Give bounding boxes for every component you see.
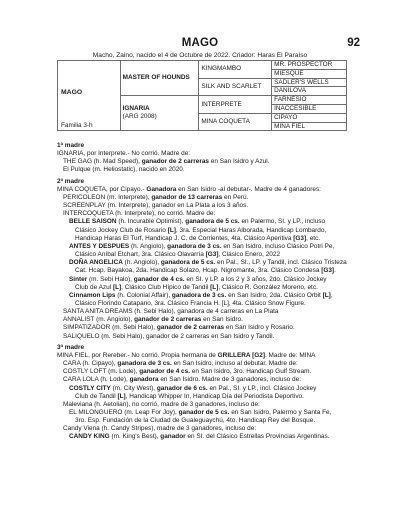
text-line: SALIQUELO (m. Sebi Halo), ganador de 2 carreras en San Isidro y Tandil. [63, 332, 275, 340]
text-line: Cat. Hcap. Bayakoa, 2da. Handicap Solazo, Hcap. Nigromante, 3ra. Clásico Condesa [G3]. [75, 267, 336, 275]
text-line: MINA FIEL, por Rereber.- No corrió. Propia hermana de GRILLERA [G2]. Madre de: MINA [57, 351, 316, 359]
section-heading-dam3: 3ª madre [57, 343, 85, 351]
text-line: ANNALIST (m. Angiolo), ganador de 2 carreras en San Isidro. [63, 316, 243, 324]
pedigree-sire-dam-sire: SADLER'S WELLS [272, 78, 347, 87]
section-heading-dam2: 2ª madre [57, 177, 85, 185]
section-heading-dam1: 1ª madre [57, 142, 85, 149]
text-line: Club de Azul [L], Clásico Club Hípico de Tandil [L], Clásico R. González Moreno, etc. [75, 283, 318, 291]
text-line: INTERCOQUETA (h. Interprete), no corrió. Madre de: [63, 210, 216, 218]
pedigree-dam: IGNARIA [122, 105, 150, 113]
family-record [57, 142, 357, 442]
text-line: Clásico Aníbal Etchart, 3ra. Clásico Olavarría [G3], Clásico Enero, 2022 [75, 251, 281, 259]
text-line: THE GAG (h. Mad Speed), ganador de 2 carreras en San Isidro y Azul. [63, 158, 270, 166]
horse-description: Macho, Zaino, nacido el 4 de Octubre de 2022. Criador: Haras El Paraíso [92, 52, 308, 59]
pedigree-dam-dam: MINA COQUETA [199, 113, 272, 131]
pedigree-sire: MASTER OF HOUNDS [120, 61, 199, 96]
pedigree-dam-cell [120, 96, 199, 131]
text-line: Maleviana (h. Aetolian), no corrió, madre de 3 ganadores, incluso de: [63, 400, 260, 408]
text-line: CARA LOLA (h. Lode), ganadora en San Isidro. Madre de 3 ganadores, incluso de: [63, 376, 301, 384]
text-line: EL MILONGUERO (m. Leap For Joy), ganador de 5 cs. en San Isidro, Palermo y Santa Fe, [69, 409, 332, 416]
text-line: SIMPATIZADOR (m. Sebi Halo), ganador de 2 carreras en San Isidro y Rosario. [63, 324, 295, 332]
text-line: DOÑA ANGELICA (h. Angiolo), ganadora de 5 cs. en Pal., SI., LP. y Tandil, incl. Clásico Tristeza [69, 259, 347, 267]
text-line: SCREENPLAY (m. Interprete), ganador en La Plata a los 3 años. [63, 202, 249, 210]
text-line: Sinter (m. Sebi Halo), ganador de 4 cs. en SI. y LP. a los 2 y 3 años, 2do. Clásico Jockey [69, 275, 327, 283]
text-line: Clásico Jockey Club de Rosario [L], 3ra. Especial Haras Alborada, Handicap Lombardo, [75, 226, 327, 234]
text-line: Cinnamon Lips (h. Colonial Affair), ganadora de 3 cs. en San Isidro, 2da. Clásico Orbit [L], [69, 291, 333, 299]
text-line: 3ro. Esp. Fundación de la Ciudad de Gualeguaychú, 4to. Handicap Rey del Bosque. [75, 417, 316, 425]
pedigree-sire-dam-dam: DANILOVA [272, 87, 347, 96]
pedigree-sire-dam: SILK AND SCARLET [199, 78, 272, 96]
text-line: Clásico Florindo Catapano, 3ra. Clásico Francia H. [L], 4ta. Clásico Snow Figure. [75, 299, 306, 307]
text-line: IGNARIA, por Interprete.- No corrió. Madre de: [57, 150, 191, 158]
text-line: CARA (h. Cipayo), ganadora de 3 cs. en San Isidro, incluso al debutar. Madre de: [63, 360, 298, 368]
pedigree-table [57, 60, 347, 131]
pedigree-dam-sire-dam: INACCESIBLE [272, 104, 347, 113]
text-line: PERICOLEON (m. Interprete), ganador de 13 carreras en Perú. [63, 193, 249, 201]
pedigree-horse-name: MAGO [61, 89, 83, 96]
text-line: COSTLY LOFT (m. Lode), ganador de 4 cs. en San Isidro, 3ro. Handicap Gulf Stream. [63, 368, 312, 376]
text-line: Candy Viena (h. Candy Stripes), madre de 3 ganadores, incluso de: [63, 425, 257, 433]
page-number: 92 [347, 37, 360, 49]
pedigree-dam-sire-sire: FARNESIO [272, 96, 347, 105]
pedigree-sire-sire: KINGMAMBO [199, 61, 272, 79]
pedigree-sire-sire-sire: MR. PROSPECTOR [272, 61, 347, 70]
text-line: CANDY KING (m. King's Best), ganador en SI. del Clásico Estrellas Provincias Argentinas. [69, 433, 330, 441]
horse-title: MAGO [181, 37, 219, 49]
pedigree-horse-cell [58, 61, 121, 131]
pedigree-dam-note: (ARG 2008) [122, 113, 157, 121]
pedigree-sire-sire-dam: MIESQUE [272, 69, 347, 78]
pedigree-family: Familia 3-h [61, 122, 93, 130]
text-line: ANTES Y DESPUES (h. Angiolo), ganadora de 3 cs. en San Isidro, incluso Clásico Potri Pe, [69, 242, 335, 250]
pedigree-dam-dam-dam: MINA FIEL [272, 122, 347, 131]
text-line: Handicap Haras El Turf, Handicap J. C. de Corrientes, 4ta. Clásico Aperitiva [G3], etc. [75, 234, 321, 242]
text-line: MINA COQUETA, por Cipayo.- Ganadora en San Isidro -al debutar-. Madre de 4 ganadores: [57, 185, 321, 193]
text-line: Club de Tandil [L], Handicap Whipper In, Handicap Día del Periodista Deportivo. [75, 392, 304, 400]
pedigree-dam-dam-sire: CIPAYO [272, 113, 347, 122]
text-line: SANTA ANITA DREAMS (h. Sebi Halo), ganadora de 4 carreras en La Plata [63, 308, 279, 316]
text-line: El Pulque (m. Heliostatic), nacido en 2020. [63, 166, 185, 174]
text-line: BELLE SAISON (h. Incurable Optimist), ganadora de 5 cs. en Palermo, SI. y LP., incluso [69, 218, 326, 226]
text-line: COSTLY CITY (m. City West), ganador de 6 cs. en Pal., SI. y LP., incl. Clásico Jockey [69, 384, 317, 392]
pedigree-dam-sire: INTERPRETE [199, 96, 272, 114]
